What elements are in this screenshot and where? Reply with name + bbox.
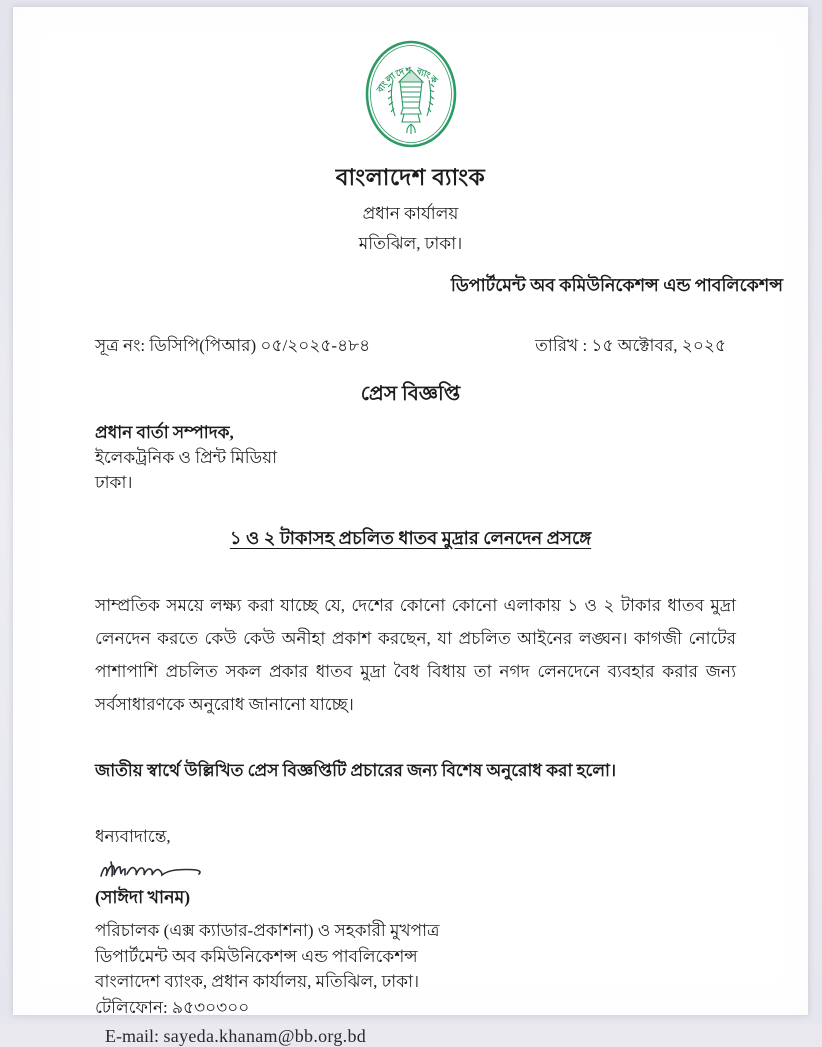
closing-block: [13, 824, 808, 914]
designation-address: বাংলাদেশ ব্যাংক, প্রধান কার্যালয়, মতিঝিল, ঢাকা।: [95, 972, 420, 991]
body-paragraph-1: সাম্প্রতিক সময়ে লক্ষ্য করা যাচ্ছে যে, দেশের কোনো কোনো এলাকায় ১ ও ২ টাকার ধাতব মুদ্রা লেনদেন করতে কেউ কেউ অনীহা প্রকাশ করছেন, যা প্রচলিত আইনের লঙ্ঘন। কাগজী নোটের পাশাপাশি প্রচলিত সকল প্রকার ধাতব মুদ্রা বৈধ বিধায় তা নগদ লেনদেনে ব্যবহার করার জন্য সর্বসাধারণকে অনুরোধ জানানো যাচ্ছে।: [95, 596, 736, 714]
press-release-title: প্রেস বিজ্ঞপ্তি: [360, 383, 461, 405]
org-location: মতিঝিল, ঢাকা।: [358, 234, 463, 253]
subject-line: ১ ও ২ টাকাসহ প্রচলিত ধাতব মুদ্রার লেনদেন প্রসঙ্গে: [229, 528, 592, 548]
body-paragraph-2: জাতীয় স্বার্থে উল্লিখিত প্রেস বিজ্ঞপ্তিটি প্রচারের জন্য বিশেষ অনুরোধ করা হলো।: [95, 761, 617, 780]
document-page: [13, 7, 808, 1046]
email-line: [13, 1026, 808, 1047]
email-label: E-mail:: [105, 1026, 159, 1046]
meta-row: [13, 333, 808, 361]
org-name: বাংলাদেশ ব্যাংক: [335, 165, 486, 190]
handwritten-signature: [97, 854, 217, 884]
addressee-line: প্রধান বার্তা সম্পাদক,: [95, 423, 234, 442]
department-name: ডিপার্টমেন্ট অব কমিউনিকেশন্স এন্ড পাবলিকেশন্স: [450, 275, 783, 295]
addressee-line: ঢাকা।: [95, 473, 133, 492]
telephone-number: টেলিফোন: ৯৫৩০৩০০: [95, 997, 250, 1017]
org-office: প্রধান কার্যালয়: [362, 204, 459, 223]
designation-department: ডিপার্টমেন্ট অব কমিউনিকেশন্স এন্ড পাবলিকেশন্স: [95, 946, 418, 966]
signatory-designation-block: [13, 918, 808, 1020]
svg-text:বাংলাদেশ ব্যাংক: বাংলাদেশ ব্যাংক: [374, 65, 440, 95]
closing-salutation: ধন্যবাদান্তে,: [95, 827, 171, 846]
document-date: তারিখ : ১৫ অক্টোবর, ২০২৫: [535, 336, 726, 355]
reference-number: সূত্র নং: ডিসিপি(পিআর) ০৫/২০২৫-৪৮৪: [95, 336, 371, 355]
addressee-block: [13, 420, 808, 495]
addressee-line: ইলেকট্রনিক ও প্রিন্ট মিডিয়া: [95, 448, 278, 467]
letterhead: [13, 7, 808, 259]
email-address: sayeda.khanam@bb.org.bd: [163, 1026, 367, 1046]
designation-title: পরিচালক (এক্স ক্যাডার-প্রকাশনা) ও সহকারী মুখপাত্র: [95, 921, 440, 940]
signatory-name: (সাঈদা খানম): [95, 887, 191, 907]
bangladesh-bank-logo-icon: [363, 38, 459, 155]
